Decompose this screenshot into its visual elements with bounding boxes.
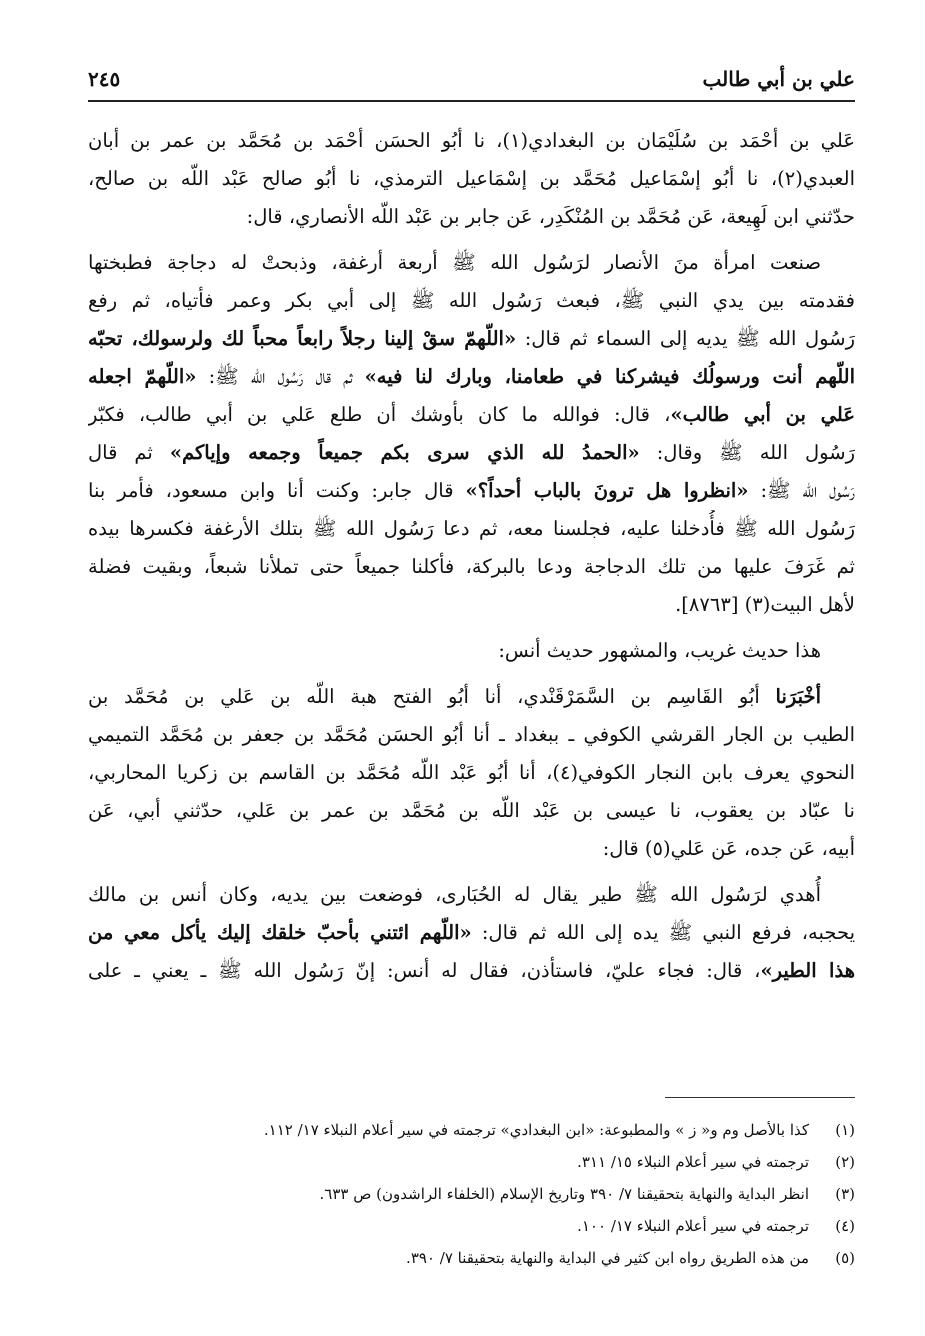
bold-quote: هذا الطير» [760, 959, 855, 982]
bold-quote: «الحمدُ لله الذي سرى بكم جميعاً وجمعه وإياكم» [169, 441, 640, 464]
footnotes [88, 1114, 855, 1274]
main-text [88, 122, 855, 990]
text-line: رَسُول الله ﷺ وقال: «الحمدُ لله الذي سرى بكم جميعاً وجمعه وإياكم» ثم قال [88, 441, 855, 464]
header-rule [88, 100, 855, 102]
page-header [88, 62, 855, 96]
text-line: حدّثني ابن لَهِيعة، عَن مُحَمَّد بن المُنْكَدِر، عَن جابر بن عَبْد اللّه الأنصاري، قال: [246, 205, 855, 228]
text-line: رَسُول الله ﷺ يديه إلى السماء ثم قال: «اللّهمّ سقْ إلينا رجلاً رابعاً محباً لك ولرسولك، تحبّه [88, 327, 855, 350]
bold-quote: «اللّهمّ سقْ إلينا رجلاً رابعاً محباً لك ولرسولك، تحبّه [88, 327, 517, 350]
text-line: هذا حديث غريب، والمشهور حديث أنس: [498, 639, 821, 662]
footnote [88, 1178, 855, 1210]
footnote-text: ترجمته في سير أعلام النبلاء ١٧/ ١٠٠. [577, 1217, 809, 1235]
text-line: أُهدي لرَسُول الله ﷺ طير يقال له الحُبَارى، فوضعت بين يديه، وكان أنس بن مالك [88, 883, 821, 906]
footnote-rule [665, 1097, 855, 1098]
bold-quote: «اللّهم ائتني بأحبّ خلقك إليك يأكل معي من [88, 921, 472, 944]
text-line: النحوي يعرف بابن النجار الكوفي(٤)، أنا أبُو عَبْد اللّه مُحَمَّد بن القاسم بن زكريا المحاربي، [88, 761, 855, 784]
running-title: علي بن أبي طالب [702, 67, 855, 91]
footnote-number: (١) [835, 1121, 855, 1139]
footnote-number: (٣) [835, 1185, 855, 1203]
bold-quote: اللّهم أنت ورسولُك فيشركنا في طعامنا، وبارك لنا فيه» [364, 365, 855, 388]
text-line: لأهل البيت(٣) [٨٧٦٣]. [675, 593, 855, 616]
footnote-text: من هذه الطريق رواه ابن كثير في البداية والنهاية بتحقيقنا ٧/ ٣٩٠. [406, 1249, 809, 1267]
text-line: فقدمته بين يدي النبي ﷺ، فبعث رَسُول الله ﷺ إلى أبي بكر وعمر فأتياه، ثم رفع [88, 289, 855, 312]
text-line: نا عبّاد بن يعقوب، نا عيسى بن عَبْد اللّه بن مُحَمَّد بن عمر بن عَلي، حدّثني أبي، عَن [88, 799, 855, 822]
footnote-number: (٢) [835, 1153, 855, 1171]
text-line: اللّهم أنت ورسولُك فيشركنا في طعامنا، وبارك لنا فيه» ثم قال رَسُول الله ﷺ: «اللّهمّ اجعله [88, 365, 855, 388]
footnote-text: انظر البداية والنهاية بتحقيقنا ٧/ ٣٩٠ وتاريخ الإسلام (الخلفاء الراشدون) ص ٦٣٣. [319, 1185, 809, 1203]
text-line: رَسُول الله ﷺ: «انظروا هل ترونَ بالباب أحداً؟» قال جابر: وكنت أنا وابن مسعود، فأمر بنا [88, 479, 855, 502]
text-line: أخْبَرَنا أبُو القَاسِم بن السَّمَرْقَنْدي، أنا أبُو الفتح هبة اللّه بن عَلي بن مُحَمَّد بن [88, 685, 821, 708]
text-line: أبيه، عَن جده، عَن عَلي(٥) قال: [602, 837, 855, 860]
text-line: ثم غَرَفَ عليها من تلك الدجاجة ودعا بالبركة، فأكلنا جميعاً حتى تملأنا شبعاً، وبقيت فضلة [88, 555, 855, 578]
text-line: عَلي بن أحْمَد بن سُلَيْمَان بن البغدادي(١)، نا أبُو الحسَن أحْمَد بن مُحَمَّد بن عمر بن أبان [88, 129, 855, 152]
footnote-text: كذا بالأصل وم و« ز » والمطبوعة: «ابن البغدادي» ترجمته في سير أعلام النبلاء ١٧/ ١١٢. [263, 1121, 809, 1139]
bold-quote: عَلي بن أبي طالب» [670, 403, 855, 426]
text-line: يحجبه، فرفع النبي ﷺ يده إلى الله ثم قال: «اللّهم ائتني بأحبّ خلقك إليك يأكل معي من [88, 921, 855, 944]
footnote [88, 1146, 855, 1178]
footnote [88, 1210, 855, 1242]
bold-quote: «اللّهمّ اجعله [88, 365, 197, 388]
text-line: صنعت امرأة منَ الأنصار لرَسُول الله ﷺ أربعة أرغفة، وذبحتْ له دجاجة فطبختها [88, 251, 821, 274]
footnote-number: (٤) [835, 1217, 855, 1235]
footnote [88, 1242, 855, 1274]
text-line: الطيب بن الجار القرشي الكوفي ـ ببغداد ـ أنا أبُو الحسَن مُحَمَّد بن جعفر بن مُحَمَّد التميمي [88, 723, 855, 746]
bold-quote: «انظروا هل ترونَ بالباب أحداً؟» [465, 479, 749, 502]
footnote [88, 1114, 855, 1146]
text-line: عَلي بن أبي طالب»، قال: فوالله ما كان بأوشك أن طلع عَلي بن أبي طالب، فكبّر [88, 403, 855, 426]
text-line: العبدي(٢)، نا أبُو إسْمَاعيل مُحَمَّد بن إسْمَاعيل الترمذي، نا أبُو صالح عَبْد اللّه بن صالح، [88, 167, 855, 190]
footnote-number: (٥) [835, 1249, 855, 1267]
footnote-text: ترجمته في سير أعلام النبلاء ١٥/ ٣١١. [577, 1153, 809, 1171]
text-line: رَسُول الله ﷺ فأُدخلنا عليه، فجلسنا معه، ثم دعا رَسُول الله ﷺ بتلك الأرغفة فكسرها بيده [88, 517, 855, 540]
text-line: هذا الطير»، قال: فجاء عليّ، فاستأذن، فقال له أنس: إنّ رَسُول الله ﷺ ـ يعني ـ على [88, 959, 855, 982]
page-number: ٢٤٥ [88, 67, 121, 91]
akhbarana-keyword: أخْبَرَنا [775, 685, 821, 708]
